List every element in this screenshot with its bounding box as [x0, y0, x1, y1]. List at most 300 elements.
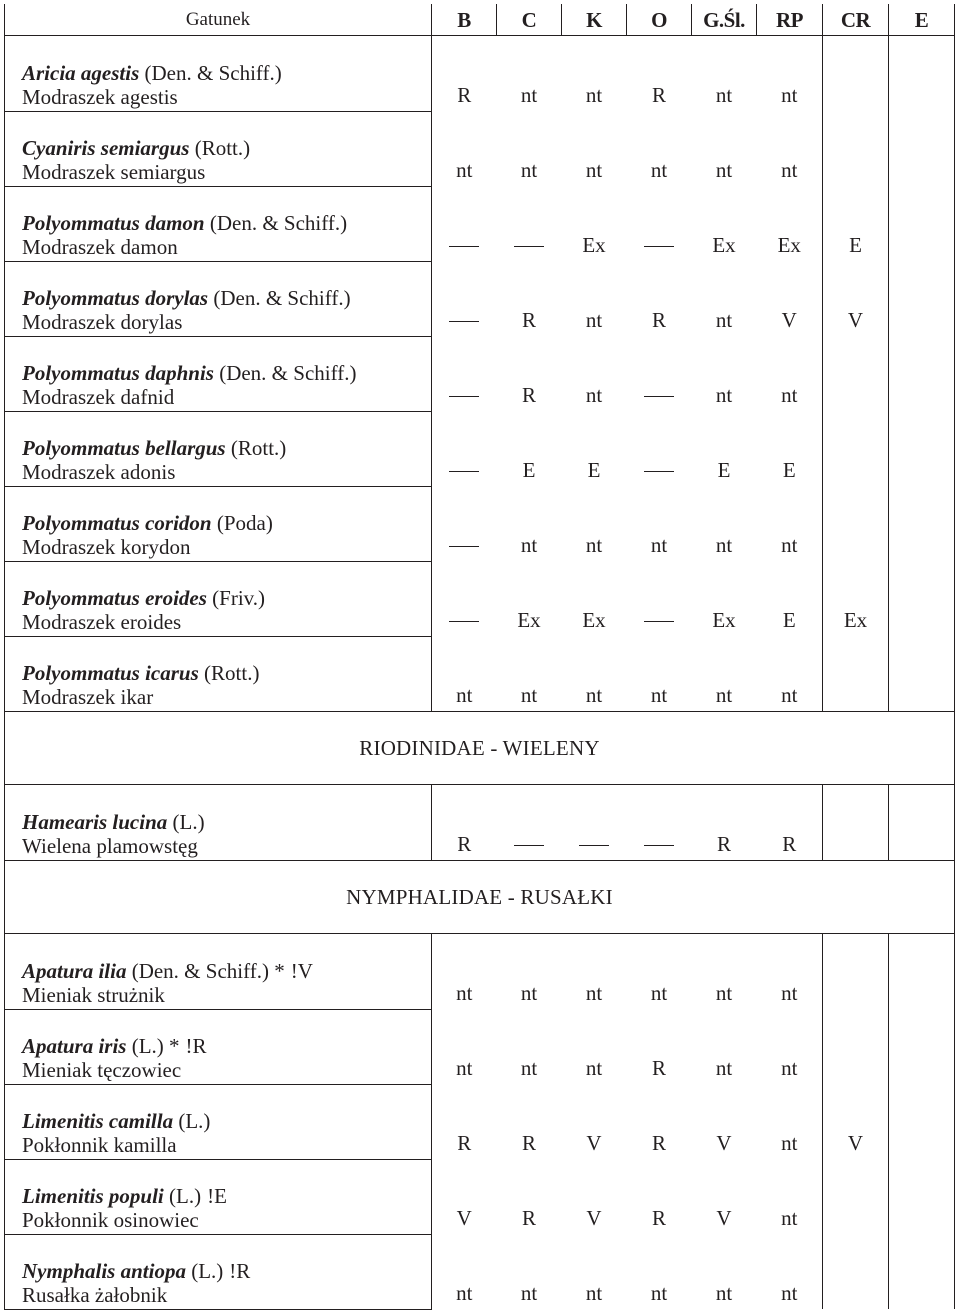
dash-mark: [449, 396, 479, 397]
author: (Den. & Schiff.) *: [126, 958, 285, 983]
status-value: nt: [520, 981, 538, 1005]
status-cell: [627, 261, 692, 336]
species-status-table: [4, 4, 955, 1310]
scientific-name: [22, 511, 431, 535]
status-value: nt: [715, 308, 733, 332]
author: (Den. & Schiff.): [213, 360, 357, 385]
status-cell: [692, 636, 757, 712]
genus-species: Polyommatus bellargus: [22, 435, 226, 460]
polish-name: Modraszek adonis: [22, 459, 176, 484]
status-cell: [889, 486, 955, 561]
status-cell: [497, 934, 562, 1010]
status-value: R: [651, 1056, 666, 1080]
status-cell: [692, 36, 757, 112]
status-cell: [757, 111, 823, 186]
status-value: nt: [715, 683, 733, 707]
status-value: nt: [585, 1281, 603, 1305]
status-cell: [692, 336, 757, 411]
status-value: E: [849, 233, 862, 257]
polish-name: Modraszek korydon: [22, 534, 191, 559]
status-cell: [432, 261, 497, 336]
protection-mark: !R: [185, 1033, 207, 1058]
scientific-name: [22, 211, 431, 235]
protection-mark: !V: [290, 958, 313, 983]
header-col-e: E: [889, 4, 955, 36]
dash-mark: [449, 621, 479, 622]
status-value: V: [716, 1206, 732, 1230]
status-value: nt: [781, 1281, 798, 1305]
status-value: R: [457, 832, 472, 856]
status-cell: [823, 561, 889, 636]
status-value: nt: [715, 383, 733, 407]
status-value: nt: [781, 1131, 798, 1155]
species-row: [5, 111, 955, 186]
author: (Rott.): [225, 435, 287, 460]
status-value: R: [716, 832, 731, 856]
status-value: nt: [781, 683, 798, 707]
status-cell: [432, 111, 497, 186]
family-label: NYMPHALIDAE - RUSAŁKI: [5, 861, 955, 934]
status-value: nt: [781, 158, 798, 182]
genus-species: Hamearis lucina: [22, 810, 168, 834]
status-value: V: [586, 1131, 602, 1155]
status-cell: [432, 36, 497, 112]
status-cell: [823, 261, 889, 336]
polish-name: Modraszek ikar: [22, 685, 154, 709]
status-value: nt: [456, 981, 473, 1005]
status-cell: [692, 934, 757, 1010]
status-cell: [432, 636, 497, 712]
status-cell: [757, 561, 823, 636]
species-name-cell: [5, 486, 432, 561]
header-col-o: O: [627, 4, 692, 36]
status-value: V: [847, 1131, 864, 1155]
dash-mark: [449, 321, 479, 322]
status-value: nt: [781, 383, 798, 407]
species-name-cell: [5, 561, 432, 636]
status-cell: [432, 411, 497, 486]
status-cell: [757, 1009, 823, 1084]
status-cell: [692, 561, 757, 636]
status-value: V: [586, 1206, 602, 1230]
status-value: nt: [585, 683, 603, 707]
polish-name: Mieniak tęczowiec: [22, 1057, 182, 1082]
status-cell: [757, 36, 823, 112]
status-cell: [497, 111, 562, 186]
species-name-cell: [5, 261, 432, 336]
species-row: [5, 336, 955, 411]
scientific-name: [22, 1034, 431, 1058]
status-cell: [757, 411, 823, 486]
species-row: [5, 261, 955, 336]
polish-name: Modraszek eroides: [22, 609, 182, 634]
table-body: [5, 4, 955, 1309]
genus-species: Polyommatus coridon: [22, 510, 212, 535]
author: (L.) *: [126, 1033, 180, 1058]
status-value: nt: [456, 158, 473, 182]
status-cell: [432, 1159, 497, 1234]
genus-species: Limenitis populi: [22, 1183, 164, 1208]
status-cell: [692, 486, 757, 561]
status-cell: [432, 186, 497, 261]
status-value: nt: [715, 1056, 733, 1080]
species-row: [5, 636, 955, 712]
status-value: Ex: [582, 608, 606, 632]
status-cell: [889, 186, 955, 261]
status-value: nt: [781, 1056, 798, 1080]
status-cell: [757, 1159, 823, 1234]
status-cell: [757, 186, 823, 261]
status-value: nt: [520, 683, 538, 707]
status-value: nt: [781, 1206, 798, 1230]
status-value: nt: [715, 158, 733, 182]
status-value: E: [782, 458, 796, 482]
status-cell: [562, 36, 627, 112]
author: (Poda): [211, 510, 273, 535]
status-cell: [757, 1084, 823, 1159]
status-value: nt: [715, 83, 733, 107]
protection-mark: !R: [229, 1258, 251, 1283]
status-cell: [692, 1009, 757, 1084]
status-cell: [627, 1159, 692, 1234]
status-value: R: [521, 1206, 536, 1230]
species-name-cell: [5, 186, 432, 261]
status-cell: [432, 1009, 497, 1084]
status-cell: [889, 336, 955, 411]
status-cell: [823, 36, 889, 112]
protection-mark: !E: [207, 1183, 227, 1208]
status-value: nt: [650, 158, 668, 182]
status-cell: [823, 636, 889, 712]
polish-name: Rusałka żałobnik: [22, 1282, 168, 1307]
status-value: nt: [715, 533, 733, 557]
status-value: nt: [650, 683, 668, 707]
status-cell: [757, 934, 823, 1010]
status-cell: [562, 486, 627, 561]
dash-mark: [449, 546, 479, 547]
scientific-name: [22, 436, 431, 460]
status-cell: [627, 111, 692, 186]
status-cell: [889, 636, 955, 712]
status-cell: [823, 336, 889, 411]
status-cell: [627, 1009, 692, 1084]
polish-name: Mieniak strużnik: [22, 982, 165, 1007]
status-value: nt: [456, 1056, 473, 1080]
status-cell: [889, 1159, 955, 1234]
status-value: R: [457, 83, 472, 107]
status-value: nt: [520, 158, 538, 182]
genus-species: Apatura iris: [22, 1033, 127, 1058]
status-cell: [562, 336, 627, 411]
genus-species: Polyommatus icarus: [22, 661, 199, 685]
status-cell: [757, 261, 823, 336]
scientific-name: [22, 661, 431, 685]
species-name-cell: [5, 934, 432, 1010]
status-cell: [432, 486, 497, 561]
author: (Rott.): [189, 135, 251, 160]
header-species: Gatunek: [5, 4, 432, 36]
status-value: nt: [781, 533, 798, 557]
status-cell: [627, 411, 692, 486]
author: (L.): [173, 1108, 211, 1133]
status-value: nt: [650, 1281, 668, 1305]
header-col-c: C: [497, 4, 562, 36]
status-cell: [823, 111, 889, 186]
status-value: nt: [715, 981, 733, 1005]
status-cell: [627, 785, 692, 861]
status-value: V: [781, 308, 797, 332]
status-cell: [562, 1159, 627, 1234]
status-cell: [432, 561, 497, 636]
scientific-name: [22, 586, 431, 610]
polish-name: Pokłonnik kamilla: [22, 1132, 177, 1157]
header-col-rp: RP: [757, 4, 823, 36]
status-value: Ex: [777, 233, 801, 257]
status-value: nt: [520, 1056, 538, 1080]
genus-species: Limenitis camilla: [22, 1108, 174, 1133]
status-cell: [889, 111, 955, 186]
dash-mark: [449, 246, 479, 247]
status-cell: [627, 1084, 692, 1159]
status-value: nt: [585, 981, 603, 1005]
status-cell: [497, 636, 562, 712]
author: (Rott.): [198, 661, 260, 685]
status-cell: [889, 36, 955, 112]
status-value: R: [651, 1206, 666, 1230]
genus-species: Apatura ilia: [22, 958, 127, 983]
polish-name: Modraszek damon: [22, 234, 178, 259]
status-cell: [562, 261, 627, 336]
species-row: [5, 36, 955, 112]
scientific-name: [22, 1259, 431, 1283]
status-value: nt: [781, 981, 798, 1005]
status-cell: [627, 636, 692, 712]
status-value: nt: [585, 383, 603, 407]
status-cell: [692, 411, 757, 486]
polish-name: Modraszek dorylas: [22, 309, 183, 334]
status-cell: [823, 1159, 889, 1234]
status-cell: [497, 486, 562, 561]
family-label: RIODINIDAE - WIELENY: [5, 712, 955, 785]
status-cell: [627, 934, 692, 1010]
polish-name: Pokłonnik osinowiec: [22, 1207, 199, 1232]
scientific-name: [22, 136, 431, 160]
status-cell: [627, 561, 692, 636]
species-row: [5, 186, 955, 261]
status-value: Ex: [843, 608, 868, 632]
status-value: nt: [520, 533, 538, 557]
species-name-cell: [5, 1084, 432, 1159]
status-cell: [562, 111, 627, 186]
dash-mark: [644, 471, 674, 472]
scientific-name: [22, 286, 431, 310]
genus-species: Polyommatus daphnis: [22, 360, 214, 385]
status-cell: [627, 336, 692, 411]
scientific-name: [22, 1184, 431, 1208]
status-cell: [692, 785, 757, 861]
genus-species: Polyommatus damon: [22, 210, 205, 235]
status-value: E: [782, 608, 796, 632]
status-value: R: [521, 383, 536, 407]
species-name-cell: [5, 1159, 432, 1234]
status-cell: [823, 486, 889, 561]
status-value: E: [522, 458, 536, 482]
status-value: R: [457, 1131, 472, 1155]
status-cell: [692, 1159, 757, 1234]
status-value: nt: [715, 1281, 733, 1305]
status-cell: [889, 1084, 955, 1159]
dash-mark: [644, 246, 674, 247]
species-name-cell: [5, 636, 432, 712]
header-col-cr: CR: [823, 4, 889, 36]
status-cell: [627, 36, 692, 112]
status-value: nt: [585, 533, 603, 557]
status-value: R: [521, 308, 536, 332]
scientific-name: [22, 959, 431, 983]
status-cell: [692, 111, 757, 186]
status-value: nt: [520, 83, 538, 107]
status-cell: [562, 561, 627, 636]
status-cell: [692, 186, 757, 261]
species-row: [5, 561, 955, 636]
status-value: nt: [650, 533, 668, 557]
species-row: [5, 1084, 955, 1159]
header-col-b: B: [432, 4, 497, 36]
status-value: nt: [781, 83, 798, 107]
author: (Den. & Schiff.): [139, 60, 282, 85]
status-value: Ex: [712, 233, 736, 257]
status-value: R: [521, 1131, 536, 1155]
status-value: Ex: [517, 608, 541, 632]
status-value: nt: [585, 83, 603, 107]
status-cell: [497, 785, 562, 861]
status-value: R: [651, 308, 666, 332]
status-cell: [497, 261, 562, 336]
status-cell: [692, 261, 757, 336]
dash-mark: [514, 845, 544, 846]
genus-species: Nymphalis antiopa: [22, 1258, 186, 1283]
status-cell: [432, 336, 497, 411]
status-cell: [692, 1084, 757, 1159]
status-cell: [823, 1009, 889, 1084]
species-row: [5, 1009, 955, 1084]
genus-species: Cyaniris semiargus: [22, 135, 190, 160]
status-cell: [823, 785, 889, 861]
status-cell: [432, 934, 497, 1010]
author: (L.): [167, 810, 205, 834]
dash-mark: [449, 471, 479, 472]
status-cell: [757, 486, 823, 561]
status-value: Ex: [582, 233, 606, 257]
header-col-gsl: G.Śl.: [692, 4, 757, 36]
species-name-cell: [5, 411, 432, 486]
status-cell: [627, 186, 692, 261]
status-cell: [562, 1084, 627, 1159]
dash-mark: [579, 845, 609, 846]
status-cell: [497, 411, 562, 486]
polish-name: Modraszek semiargus: [22, 159, 206, 184]
status-value: V: [847, 308, 864, 332]
status-cell: [562, 1009, 627, 1084]
status-cell: [562, 186, 627, 261]
status-cell: [823, 411, 889, 486]
scientific-name: [22, 1109, 431, 1133]
status-value: nt: [585, 308, 603, 332]
status-cell: [497, 186, 562, 261]
status-value: R: [651, 1131, 666, 1155]
family-header-row: [5, 861, 955, 934]
genus-species: Polyommatus dorylas: [22, 285, 209, 310]
status-cell: [562, 411, 627, 486]
status-cell: [562, 785, 627, 861]
species-name-cell: [5, 785, 432, 861]
species-row: [5, 486, 955, 561]
status-value: V: [716, 1131, 732, 1155]
species-row: [5, 934, 955, 1010]
header-col-k: K: [562, 4, 627, 36]
species-row: [5, 411, 955, 486]
author: (L.): [185, 1258, 224, 1283]
dash-mark: [514, 246, 544, 247]
status-cell: [497, 1159, 562, 1234]
status-cell: [889, 411, 955, 486]
scientific-name: [22, 61, 431, 85]
status-cell: [757, 785, 823, 861]
genus-species: Aricia agestis: [22, 60, 140, 85]
species-name-cell: [5, 1009, 432, 1084]
author: (Den. & Schiff.): [208, 285, 351, 310]
status-value: E: [587, 458, 601, 482]
species-row: [5, 785, 955, 861]
dash-mark: [644, 396, 674, 397]
status-cell: [432, 785, 497, 861]
status-cell: [497, 36, 562, 112]
status-cell: [497, 561, 562, 636]
status-value: nt: [456, 683, 473, 707]
status-cell: [497, 1084, 562, 1159]
status-value: R: [651, 83, 666, 107]
status-value: R: [782, 832, 797, 856]
status-cell: [823, 1084, 889, 1159]
status-cell: [823, 934, 889, 1010]
status-cell: [757, 636, 823, 712]
author: (Friv.): [206, 585, 266, 610]
polish-name: Modraszek agestis: [22, 84, 178, 109]
status-value: nt: [456, 1281, 473, 1305]
status-cell: [497, 336, 562, 411]
dash-mark: [644, 845, 674, 846]
polish-name: Wielena plamowstęg: [22, 834, 198, 858]
author: (L.): [163, 1183, 202, 1208]
species-name-cell: [5, 36, 432, 112]
status-cell: [497, 1009, 562, 1084]
scientific-name: [22, 361, 431, 385]
status-cell: [823, 186, 889, 261]
status-value: nt: [650, 981, 668, 1005]
status-value: Ex: [712, 608, 736, 632]
status-cell: [889, 261, 955, 336]
status-cell: [757, 336, 823, 411]
status-value: V: [456, 1206, 472, 1230]
status-cell: [432, 1084, 497, 1159]
scientific-name: [22, 810, 431, 834]
status-value: nt: [585, 158, 603, 182]
species-row: [5, 1159, 955, 1234]
status-value: nt: [520, 1281, 538, 1305]
family-header-row: [5, 712, 955, 785]
species-name-cell: [5, 336, 432, 411]
species-name-cell: [5, 111, 432, 186]
